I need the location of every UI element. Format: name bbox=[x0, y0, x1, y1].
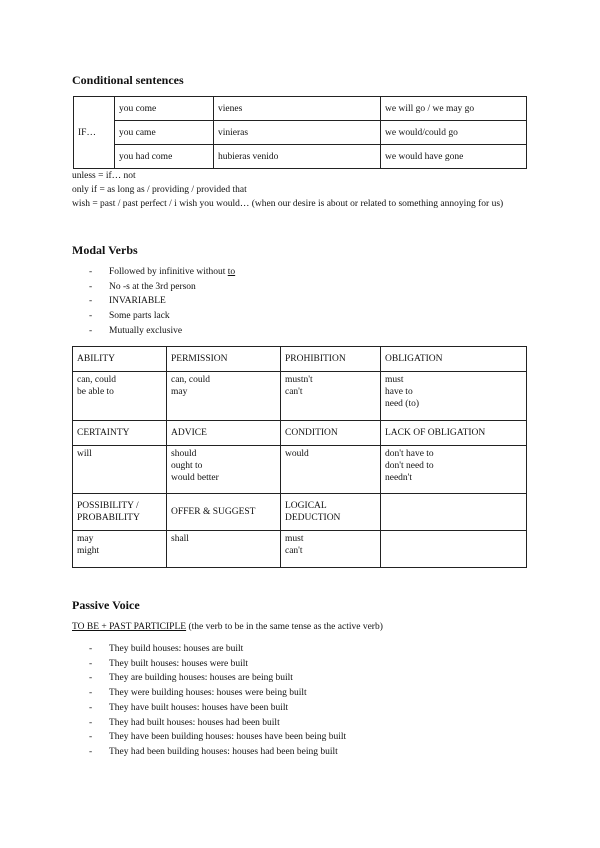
modal-category-cell: OFFER & SUGGEST bbox=[167, 494, 281, 531]
modal-category-cell: PERMISSION bbox=[167, 347, 281, 372]
passive-rule: TO BE + PAST PARTICIPLE (the verb to be in the same tense as the active verb) bbox=[72, 622, 383, 632]
conditional-table bbox=[73, 96, 527, 169]
modal-verbs-cell: can, could be able to bbox=[73, 372, 167, 421]
modal-category-cell: OBLIGATION bbox=[381, 347, 527, 372]
modal-verbs-cell: must can't bbox=[281, 531, 381, 568]
if-cell: IF… bbox=[74, 97, 115, 169]
modal-verbs-cell: shall bbox=[167, 531, 281, 568]
list-item: - Some parts lack bbox=[89, 309, 235, 324]
modal-category-cell: POSSIBILITY / PROBABILITY bbox=[73, 494, 167, 531]
modal-heading: Modal Verbs bbox=[72, 243, 138, 257]
cond-cell: we would have gone bbox=[381, 145, 527, 169]
passive-heading: Passive Voice bbox=[72, 598, 140, 612]
passive-example-list bbox=[89, 642, 346, 760]
modal-category-cell: LOGICAL DEDUCTION bbox=[281, 494, 381, 531]
list-item: - They were building houses: houses were being built bbox=[89, 686, 346, 701]
cond-cell: vienes bbox=[214, 97, 381, 121]
modal-verbs-cell: should ought to would better bbox=[167, 446, 281, 494]
cond-cell: vinieras bbox=[214, 121, 381, 145]
modal-verbs-cell: can, could may bbox=[167, 372, 281, 421]
list-item: - They had built houses: houses had been built bbox=[89, 716, 346, 731]
cond-cell: hubieras venido bbox=[214, 145, 381, 169]
modal-verbs-cell: don't have to don't need to needn't bbox=[381, 446, 527, 494]
list-item: - Followed by infinitive without to bbox=[89, 265, 235, 280]
list-item: - They have been building houses: houses have been being built bbox=[89, 730, 346, 745]
modal-bullet-list bbox=[89, 265, 235, 339]
modal-category-cell: ABILITY bbox=[73, 347, 167, 372]
list-item: - They build houses: houses are built bbox=[89, 642, 346, 657]
modal-verbs-cell: will bbox=[73, 446, 167, 494]
conditional-note: wish = past / past perfect / i wish you would… (when our desire is about or related to something annoying for us) bbox=[72, 199, 504, 209]
cond-cell: we will go / we may go bbox=[381, 97, 527, 121]
list-item: - INVARIABLE bbox=[89, 294, 235, 309]
modal-table bbox=[72, 346, 527, 568]
modal-verbs-cell bbox=[381, 531, 527, 568]
modal-verbs-cell: must have to need (to) bbox=[381, 372, 527, 421]
conditional-heading: Conditional sentences bbox=[72, 73, 184, 87]
modal-verbs-cell: would bbox=[281, 446, 381, 494]
list-item: - They are building houses: houses are being built bbox=[89, 671, 346, 686]
cond-cell: we would/could go bbox=[381, 121, 527, 145]
list-item: - Mutually exclusive bbox=[89, 324, 235, 339]
modal-category-cell: CONDITION bbox=[281, 421, 381, 446]
cond-cell: you had come bbox=[115, 145, 214, 169]
modal-verbs-cell: may might bbox=[73, 531, 167, 568]
cond-cell: you came bbox=[115, 121, 214, 145]
list-item: - They built houses: houses were built bbox=[89, 657, 346, 672]
modal-category-cell bbox=[381, 494, 527, 531]
cond-cell: you come bbox=[115, 97, 214, 121]
conditional-note: only if = as long as / providing / provided that bbox=[72, 185, 247, 195]
conditional-note: unless = if… not bbox=[72, 171, 136, 181]
modal-verbs-cell: mustn't can't bbox=[281, 372, 381, 421]
modal-category-cell: LACK OF OBLIGATION bbox=[381, 421, 527, 446]
modal-category-cell: PROHIBITION bbox=[281, 347, 381, 372]
modal-category-cell: CERTAINTY bbox=[73, 421, 167, 446]
modal-category-cell: ADVICE bbox=[167, 421, 281, 446]
list-item: - They have built houses: houses have been built bbox=[89, 701, 346, 716]
list-item: - No -s at the 3rd person bbox=[89, 280, 235, 295]
list-item: - They had been building houses: houses had been being built bbox=[89, 745, 346, 760]
